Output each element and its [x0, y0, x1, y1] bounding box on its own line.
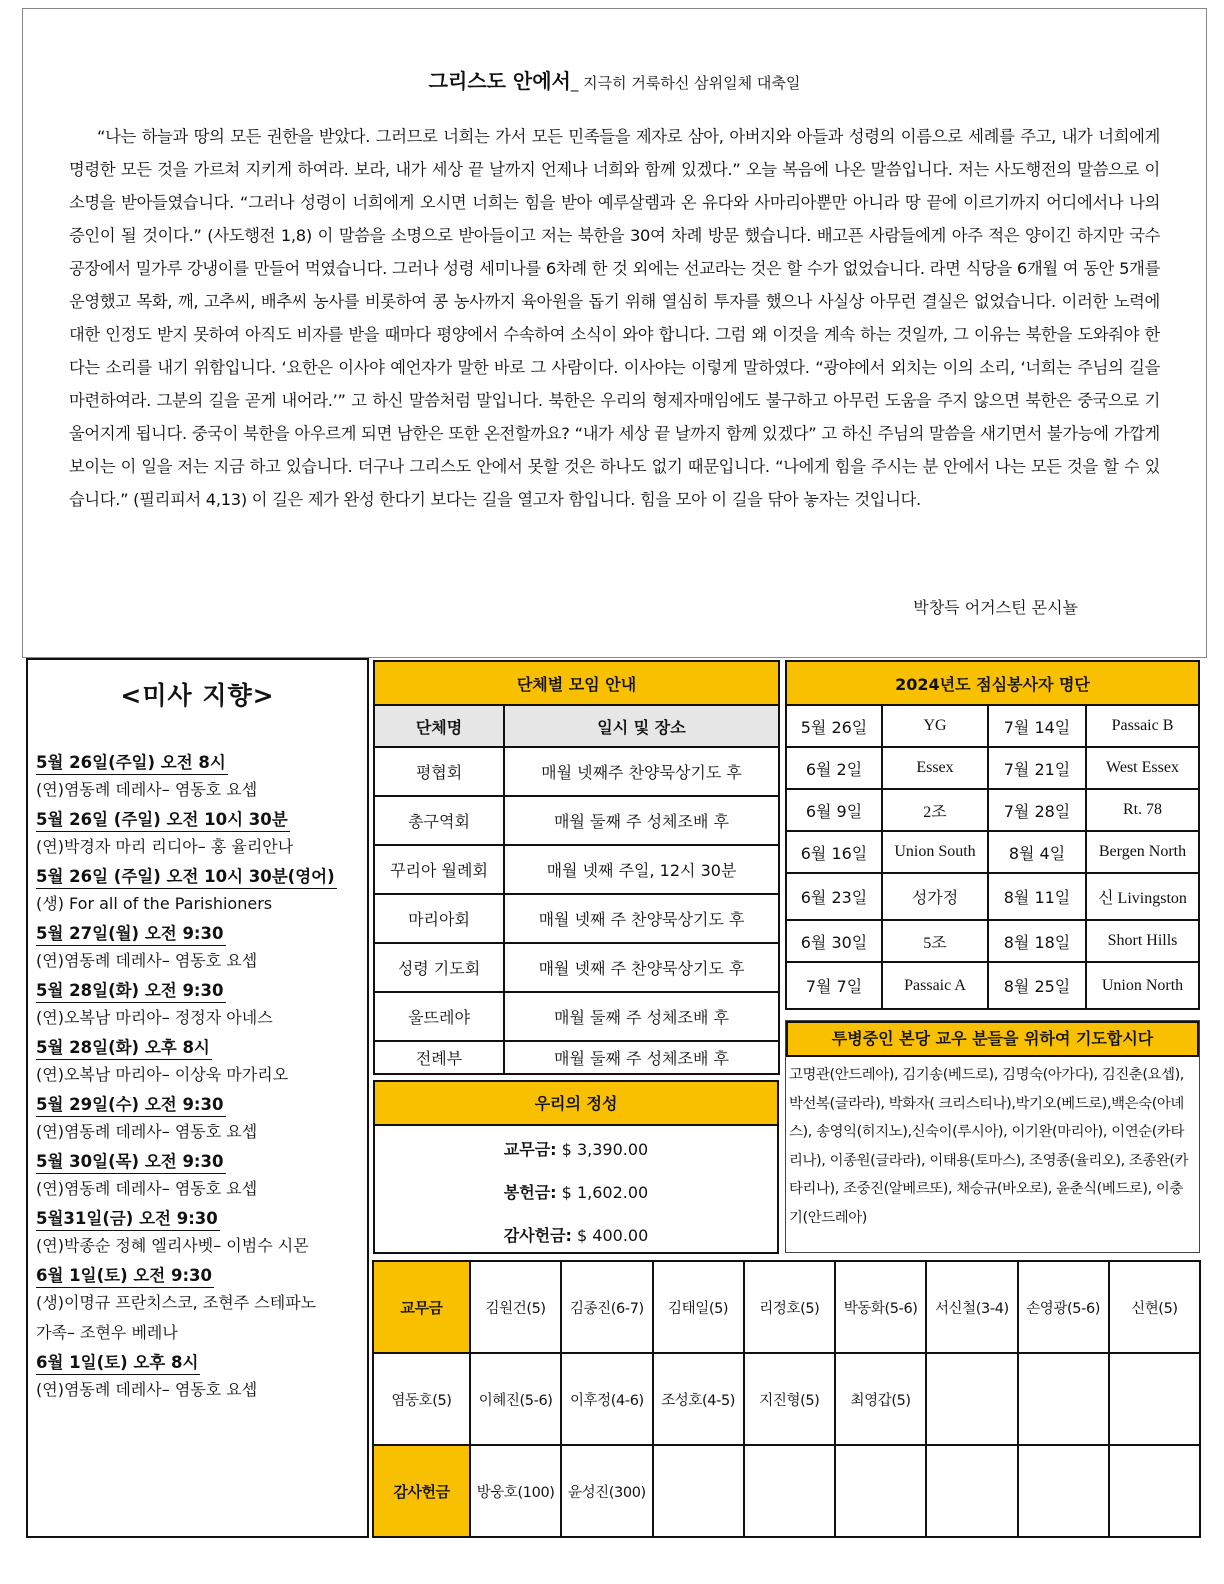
lunch-group: Rt. 78 — [1086, 789, 1199, 831]
mass-entry — [36, 976, 359, 1033]
lunch-date: 6월 23일 — [786, 873, 882, 920]
group-time: 매월 넷째 주일, 12시 30분 — [504, 845, 779, 894]
prayer-list-names: 고명관(안드레아), 김기송(베드로), 김명숙(아가다), 김진춘(요셉), 박선복(글라라), 박화자( 크리스티나),박기오(베드로),백은숙(아녜스), 송영익(히지노),신숙이(루시아), 이기완(마리아), 이연순(카타리나), 이종원(글라라), 이태용(토마스), 조영종(율리오), 조종완(카타리나), 조중진(알베르또), 채승규(바오로), 윤춘식(베드로), 이충기(안드레아) — [789, 1067, 1189, 1226]
mass-intention: (연)오복남 마리아– 이상욱 마가리오 — [36, 1065, 289, 1084]
donor-cell — [744, 1445, 835, 1537]
lunch-row — [786, 789, 1199, 831]
prayer-list-box — [785, 1020, 1200, 1253]
mass-date: 6월 1일(토) 오전 9:30 — [36, 1265, 214, 1288]
mass-date: 5월 26일 (주일) 오전 10시 30분(영어) — [36, 866, 337, 889]
lunch-row — [786, 831, 1199, 873]
donor-cell: 이혜진(5-6) — [470, 1353, 561, 1445]
lunch-group: Passaic B — [1086, 705, 1199, 747]
mass-intention: (연)염동례 데레사– 염동호 요셉 — [36, 951, 258, 970]
donor-cell: 최영갑(5) — [835, 1353, 926, 1445]
mass-date: 6월 1일(토) 오후 8시 — [36, 1352, 200, 1375]
lunch-group: Short Hills — [1086, 920, 1199, 962]
lunch-date: 8월 25일 — [988, 962, 1086, 1009]
lunch-date: 6월 9일 — [786, 789, 882, 831]
mass-intention: (연)염동례 데레사– 염동호 요셉 — [36, 1380, 258, 1399]
reflection-title — [69, 65, 1160, 94]
donor-row — [373, 1261, 1200, 1353]
mass-date: 5월 30일(목) 오전 9:30 — [36, 1151, 226, 1174]
lunch-date: 6월 16일 — [786, 831, 882, 873]
lunch-group: 5조 — [882, 920, 988, 962]
donor-cell — [1109, 1445, 1200, 1537]
donors-table — [372, 1260, 1201, 1538]
offering-label: 감사헌금: — [503, 1226, 572, 1245]
donor-cell — [1109, 1353, 1200, 1445]
group-row — [374, 747, 779, 796]
lunch-group: YG — [882, 705, 988, 747]
reflection-title-sub: _ 지극히 거룩하신 삼위일체 대축일 — [570, 74, 801, 92]
offering-label: 봉헌금: — [503, 1183, 557, 1202]
donor-cell: 윤성진(300) — [561, 1445, 652, 1537]
lunch-volunteers-table — [785, 660, 1200, 1010]
donor-cell: 조성호(4-5) — [653, 1353, 744, 1445]
group-name: 총구역회 — [374, 796, 504, 845]
lunch-date: 8월 4일 — [988, 831, 1086, 873]
mass-intention: (연)염동례 데레사– 염동호 요셉 — [36, 1179, 258, 1198]
lunch-group: Union South — [882, 831, 988, 873]
offering-row — [375, 1128, 777, 1171]
offering-amount: $ 400.00 — [577, 1226, 649, 1245]
donor-cell: 지진형(5) — [744, 1353, 835, 1445]
mass-intention: (생) For all of the Parishioners — [36, 894, 273, 913]
group-time: 매월 둘째 주 성체조배 후 — [504, 1041, 779, 1074]
donor-cell: 김원건(5) — [470, 1261, 561, 1353]
group-time: 매월 넷째 주 찬양묵상기도 후 — [504, 943, 779, 992]
mass-intention: (생)이명규 프란치스코, 조현주 스테파노 가족– 조현우 베레나 — [36, 1293, 317, 1342]
lunch-row — [786, 873, 1199, 920]
mass-entry — [36, 862, 359, 919]
group-name: 성령 기도회 — [374, 943, 504, 992]
lunch-date: 8월 18일 — [988, 920, 1086, 962]
lunch-date: 7월 14일 — [988, 705, 1086, 747]
group-time: 매월 넷째 주 찬양묵상기도 후 — [504, 894, 779, 943]
donor-cell — [1018, 1353, 1109, 1445]
donor-row — [373, 1353, 1200, 1445]
mass-entry — [36, 1261, 359, 1348]
reflection-box — [22, 8, 1207, 658]
prayer-list-title: 투병중인 본당 교우 분들을 위하여 기도합시다 — [786, 1021, 1199, 1057]
offering-row — [375, 1214, 777, 1257]
donor-row — [373, 1445, 1200, 1537]
mass-intentions-list — [36, 748, 359, 1405]
lunch-row — [786, 962, 1199, 1009]
group-meetings-title: 단체별 모임 안내 — [374, 661, 779, 705]
donor-cell: 박동화(5-6) — [835, 1261, 926, 1353]
mass-intention: (연)박경자 마리 리디아– 홍 율리안나 — [36, 837, 294, 856]
lunch-group: 성가정 — [882, 873, 988, 920]
group-time-header: 일시 및 장소 — [504, 705, 779, 747]
mass-date: 5월 28일(화) 오전 9:30 — [36, 980, 226, 1003]
mass-intention: (연)박종순 정혜 엘리사벳– 이범수 시몬 — [36, 1236, 309, 1255]
mass-date: 5월 27일(월) 오전 9:30 — [36, 923, 226, 946]
mass-entry — [36, 1147, 359, 1204]
group-row — [374, 1041, 779, 1074]
offering-row — [375, 1171, 777, 1214]
lunch-date: 6월 30일 — [786, 920, 882, 962]
lunch-row — [786, 747, 1199, 789]
lunch-date: 5월 26일 — [786, 705, 882, 747]
lunch-group: West Essex — [1086, 747, 1199, 789]
mass-entry — [36, 1090, 359, 1147]
mass-date: 5월31일(금) 오전 9:30 — [36, 1208, 220, 1231]
lunch-group: 2조 — [882, 789, 988, 831]
mass-date: 5월 26일 (주일) 오전 10시 30분 — [36, 809, 290, 832]
donor-cell: 김종진(6-7) — [561, 1261, 652, 1353]
reflection-title-main: 그리스도 안에서 — [428, 69, 571, 93]
group-name: 전례부 — [374, 1041, 504, 1074]
mass-entry — [36, 1204, 359, 1261]
group-name: 평협회 — [374, 747, 504, 796]
group-name: 마리아회 — [374, 894, 504, 943]
donor-cell: 방웅호(100) — [470, 1445, 561, 1537]
mass-date: 5월 28일(화) 오후 8시 — [36, 1037, 212, 1060]
lunch-date: 6월 2일 — [786, 747, 882, 789]
lunch-row — [786, 705, 1199, 747]
donor-cell — [926, 1445, 1017, 1537]
donor-cell: 서신철(3-4) — [926, 1261, 1017, 1353]
group-time: 매월 둘째 주 성체조배 후 — [504, 992, 779, 1041]
group-name-header: 단체명 — [374, 705, 504, 747]
donor-cell: 손영광(5-6) — [1018, 1261, 1109, 1353]
donor-cell: 김태일(5) — [653, 1261, 744, 1353]
mass-intention: (연)오복남 마리아– 정정자 아네스 — [36, 1008, 273, 1027]
mass-entry — [36, 748, 359, 805]
group-name: 울뜨레야 — [374, 992, 504, 1041]
lunch-row — [786, 920, 1199, 962]
lunch-date: 7월 28일 — [988, 789, 1086, 831]
offering-title: 우리의 정성 — [375, 1082, 777, 1126]
lunch-date: 7월 7일 — [786, 962, 882, 1009]
lunch-group: Union North — [1086, 962, 1199, 1009]
donor-cell: 신현(5) — [1109, 1261, 1200, 1353]
reflection-body — [69, 120, 1160, 516]
mass-intentions-box — [26, 658, 369, 1538]
mass-date: 5월 26일(주일) 오전 8시 — [36, 752, 228, 775]
mass-intentions-title: <미사 지향> — [120, 681, 275, 710]
thanks-label: 감사헌금 — [373, 1445, 470, 1537]
group-time: 매월 둘째 주 성체조배 후 — [504, 796, 779, 845]
lunch-volunteers-title: 2024년도 점심봉사자 명단 — [786, 661, 1199, 705]
offering-label: 교무금: — [503, 1140, 557, 1159]
mass-entry — [36, 1033, 359, 1090]
offering-box — [373, 1080, 779, 1254]
donor-cell — [653, 1445, 744, 1537]
donor-cell — [926, 1353, 1017, 1445]
mass-entry — [36, 1348, 359, 1405]
reflection-author: 박창득 어거스틴 몬시뇰 — [913, 598, 1078, 617]
donor-cell: 리정호(5) — [744, 1261, 835, 1353]
mass-intention: (연)염동례 데레사– 염동호 요셉 — [36, 780, 258, 799]
mass-entry — [36, 805, 359, 862]
group-meetings-table — [373, 660, 780, 1075]
lunch-group: Essex — [882, 747, 988, 789]
group-row — [374, 943, 779, 992]
group-row — [374, 894, 779, 943]
group-name: 꾸리아 월례회 — [374, 845, 504, 894]
lunch-group: 신 Livingston — [1086, 873, 1199, 920]
group-row — [374, 845, 779, 894]
offering-amount: $ 1,602.00 — [561, 1183, 649, 1202]
mass-intention: (연)염동례 데레사– 염동호 요셉 — [36, 1122, 258, 1141]
lunch-date: 8월 11일 — [988, 873, 1086, 920]
lunch-group: Passaic A — [882, 962, 988, 1009]
donor-cell — [1018, 1445, 1109, 1537]
donor-cell: 염동호(5) — [373, 1353, 470, 1445]
lunch-group: Bergen North — [1086, 831, 1199, 873]
mass-entry — [36, 919, 359, 976]
reflection-text: “나는 하늘과 땅의 모든 권한을 받았다. 그러므로 너희는 가서 모든 민족들을 제자로 삼아, 아버지와 아들과 성령의 이름으로 세례를 주고, 내가 너희에게 명령한 모든 것을 가르쳐 지키게 하여라. 보라, 내가 세상 끝 날까지 언제나 너희와 함께 있겠다.” 오늘 복음에 나온 말씀입니다. 저는 사도행전의 말씀으로 이 소명을 받아들였습니다. “그러나 성령이 너희에게 오시면 너희는 힘을 받아 예루살렘과 온 유다와 사마리아뿐만 아니라 땅 끝에 이르기까지 어디에서나 나의 증인이 될 것이다.” (사도행전 1,8) 이 말씀을 소명으로 받아들이고 저는 북한을 30여 차례 방문 했습니다. 배고픈 사람들에게 아주 적은 양이긴 하지만 국수 공장에서 밀가루 강냉이를 만들어 먹였습니다. 그러나 성령 세미나를 6차례 한 것 외에는 선교라는 것은 할 수가 없었습니다. 라면 식당을 6개월 여 동안 5개를 운영했고 목화, 깨, 고추씨, 배추씨 농사를 비롯하여 콩 농사까지 육아원을 돕기 위해 열심히 투자를 했으나 사실상 아무런 결실은 없었습니다. 이러한 노력에 대한 인정도 받지 못하여 아직도 비자를 받을 때마다 평양에서 수속하여 소식이 와야 합니다. 그럼 왜 이것을 계속 하는 것일까, 그 이유는 북한을 도와줘야 한다는 소리를 내기 위함입니다. ‘요한은 이사야 예언자가 말한 바로 그 사람이다. 이사야는 이렇게 말하였다. “광야에서 외치는 이의 소리, ‘너희는 주님의 길을 마련하여라. 그분의 길을 곧게 내어라.’” 고 하신 말씀처럼 말입니다. 북한은 우리의 형제자매임에도 불구하고 아무런 도움을 주지 않으면 북한은 중국으로 기울어지게 됩니다. 중국이 북한을 아우르게 되면 남한은 또한 온전할까요? “내가 세상 끝 날까지 함께 있겠다” 고 하신 주님의 말씀을 새기면서 불가능에 가깝게 보이는 이 일을 저는 지금 하고 있습니다. 더구나 그리스도 안에서 못할 것은 하나도 없기 때문입니다. “나에게 힘을 주시는 분 안에서 나는 모든 것을 할 수 있습니다.” (필리피서 4,13) 이 길은 제가 완성 한다기 보다는 길을 열고자 함입니다. 힘을 모아 이 길을 닦아 놓자는 것입니다. — [69, 127, 1160, 509]
group-row — [374, 796, 779, 845]
group-row — [374, 992, 779, 1041]
mass-date: 5월 29일(수) 오전 9:30 — [36, 1094, 226, 1117]
lunch-date: 7월 21일 — [988, 747, 1086, 789]
donor-cell — [835, 1445, 926, 1537]
dues-label: 교무금 — [373, 1261, 470, 1353]
group-time: 매월 넷째주 찬양묵상기도 후 — [504, 747, 779, 796]
offering-amount: $ 3,390.00 — [561, 1140, 649, 1159]
donor-cell: 이후정(4-6) — [561, 1353, 652, 1445]
